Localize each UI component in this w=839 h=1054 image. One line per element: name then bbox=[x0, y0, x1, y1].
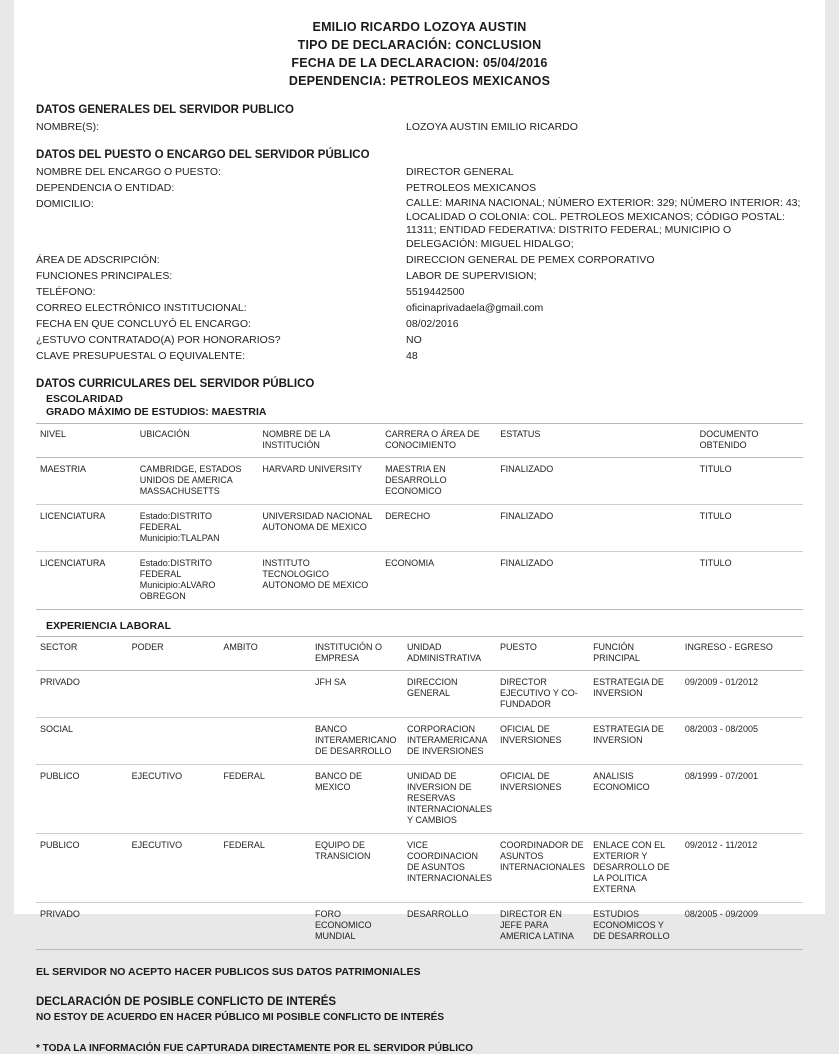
table-row bbox=[36, 765, 803, 834]
note-conflicto: NO ESTOY DE ACUERDO EN HACER PÚBLICO MI POSIBLE CONFLICTO DE INTERÉS bbox=[36, 1012, 445, 1023]
table-header-row bbox=[36, 424, 803, 458]
cell: PUBLICO bbox=[36, 834, 128, 903]
declarant-name: EMILIO RICARDO LOZOYA AUSTIN bbox=[312, 20, 527, 34]
field-value: NO bbox=[406, 334, 422, 346]
cell: Estado:DISTRITO FEDERAL Municipio:ALVARO OBREGON bbox=[136, 552, 259, 610]
field-value: PETROLEOS MEXICANOS bbox=[406, 182, 537, 194]
cell: FEDERAL bbox=[219, 765, 311, 834]
subsection-experiencia: EXPERIENCIA LABORAL bbox=[46, 620, 172, 632]
field-label: ¿ESTUVO CONTRATADO(A) POR HONORARIOS? bbox=[36, 334, 281, 346]
field-label: DEPENDENCIA O ENTIDAD: bbox=[36, 182, 175, 194]
cell: DIRECCION GENERAL bbox=[403, 671, 496, 718]
cell: 09/2009 - 01/2012 bbox=[681, 671, 803, 718]
field-label: NOMBRE(S): bbox=[36, 121, 99, 133]
field-value-email: oficinaprivadaela@gmail.com bbox=[406, 302, 544, 314]
cell: VICE COORDINACION DE ASUNTOS INTERNACIONALES bbox=[403, 834, 496, 903]
document-header bbox=[36, 18, 803, 90]
cell: 09/2012 - 11/2012 bbox=[681, 834, 803, 903]
column-header: PUESTO bbox=[496, 637, 589, 671]
cell: UNIDAD DE INVERSION DE RESERVAS INTERNACIONALES Y CAMBIOS bbox=[403, 765, 496, 834]
cell: FINALIZADO bbox=[496, 552, 695, 610]
table-row bbox=[36, 718, 803, 765]
cell: COORDINADOR DE ASUNTOS INTERNACIONALES bbox=[496, 834, 589, 903]
cell: 08/2005 - 09/2009 bbox=[681, 903, 803, 950]
cell: FINALIZADO bbox=[496, 505, 695, 552]
field-row bbox=[36, 119, 803, 135]
field-label: FUNCIONES PRINCIPALES: bbox=[36, 270, 173, 282]
cell: JFH SA bbox=[311, 671, 403, 718]
page-margin-right bbox=[825, 0, 839, 923]
field-label: TELÉFONO: bbox=[36, 286, 96, 298]
cell: BANCO DE MEXICO bbox=[311, 765, 403, 834]
table-row bbox=[36, 671, 803, 718]
field-label: FECHA EN QUE CONCLUYÓ EL ENCARGO: bbox=[36, 318, 251, 330]
cell: TITULO bbox=[696, 552, 803, 610]
field-value: 5519442500 bbox=[406, 286, 465, 298]
field-label: NOMBRE DEL ENCARGO O PUESTO: bbox=[36, 166, 221, 178]
cell: EJECUTIVO bbox=[128, 834, 220, 903]
experiencia-table bbox=[36, 636, 803, 950]
cell: DESARROLLO bbox=[403, 903, 496, 950]
cell: MAESTRIA EN DESARROLLO ECONOMICO bbox=[381, 458, 496, 505]
column-header: DOCUMENTO OBTENIDO bbox=[696, 424, 803, 458]
section-title-curriculares: DATOS CURRICULARES DEL SERVIDOR PÚBLICO bbox=[36, 378, 315, 390]
table-row bbox=[36, 834, 803, 903]
cell bbox=[219, 718, 311, 765]
field-value: DIRECCION GENERAL DE PEMEX CORPORATIVO bbox=[406, 254, 655, 266]
cell: BANCO INTERAMERICANO DE DESARROLLO bbox=[311, 718, 403, 765]
field-value: LABOR DE SUPERVISION; bbox=[406, 270, 537, 282]
cell: ESTUDIOS ECONOMICOS Y DE DESARROLLO bbox=[589, 903, 681, 950]
column-header: NOMBRE DE LA INSTITUCIÓN bbox=[258, 424, 381, 458]
field-label: CORREO ELECTRÓNICO INSTITUCIONAL: bbox=[36, 302, 247, 314]
table-header-row bbox=[36, 637, 803, 671]
cell: ENLACE CON EL EXTERIOR Y DESARROLLO DE LA POLITICA EXTERNA bbox=[589, 834, 681, 903]
field-row bbox=[36, 252, 803, 268]
cell: PRIVADO bbox=[36, 903, 128, 950]
page-margin-left bbox=[0, 0, 14, 923]
field-row bbox=[36, 164, 803, 180]
field-row bbox=[36, 300, 803, 316]
column-header: AMBITO bbox=[219, 637, 311, 671]
column-header: FUNCIÓN PRINCIPAL bbox=[589, 637, 681, 671]
document-page bbox=[14, 0, 825, 1054]
cell bbox=[219, 903, 311, 950]
escolaridad-table bbox=[36, 423, 803, 610]
cell: OFICIAL DE INVERSIONES bbox=[496, 765, 589, 834]
field-label: ÁREA DE ADSCRIPCIÓN: bbox=[36, 254, 160, 266]
table-row bbox=[36, 552, 803, 610]
declaration-type: TIPO DE DECLARACIÓN: CONCLUSION bbox=[297, 38, 542, 52]
field-row bbox=[36, 332, 803, 348]
field-value: 08/02/2016 bbox=[406, 318, 459, 330]
footnote-captura: * TODA LA INFORMACIÓN FUE CAPTURADA DIRECTAMENTE POR EL SERVIDOR PÚBLICO bbox=[36, 1043, 474, 1054]
cell: EJECUTIVO bbox=[128, 765, 220, 834]
section-title-conflicto: DECLARACIÓN DE POSIBLE CONFLICTO DE INTERÉS bbox=[36, 996, 337, 1008]
cell: DIRECTOR EJECUTIVO Y CO-FUNDADOR bbox=[496, 671, 589, 718]
field-label: CLAVE PRESUPUESTAL O EQUIVALENTE: bbox=[36, 350, 246, 362]
cell: ESTRATEGIA DE INVERSION bbox=[589, 671, 681, 718]
column-header: CARRERA O ÁREA DE CONOCIMIENTO bbox=[381, 424, 496, 458]
note-patrimoniales: EL SERVIDOR NO ACEPTO HACER PUBLICOS SUS DATOS PATRIMONIALES bbox=[36, 966, 421, 978]
cell: FEDERAL bbox=[219, 834, 311, 903]
cell: PRIVADO bbox=[36, 671, 128, 718]
column-header: ESTATUS bbox=[496, 424, 695, 458]
cell: LICENCIATURA bbox=[36, 505, 136, 552]
cell bbox=[128, 718, 220, 765]
cell: ECONOMIA bbox=[381, 552, 496, 610]
cell: TITULO bbox=[696, 505, 803, 552]
table-row bbox=[36, 903, 803, 950]
cell: SOCIAL bbox=[36, 718, 128, 765]
column-header: INSTITUCIÓN O EMPRESA bbox=[311, 637, 403, 671]
cell bbox=[219, 671, 311, 718]
cell: DERECHO bbox=[381, 505, 496, 552]
general-fields bbox=[36, 119, 803, 135]
grado-maximo: GRADO MÁXIMO DE ESTUDIOS: MAESTRIA bbox=[46, 406, 267, 418]
cell: CAMBRIDGE, ESTADOS UNIDOS DE AMERICA MASSACHUSETTS bbox=[136, 458, 259, 505]
field-row bbox=[36, 268, 803, 284]
field-row bbox=[36, 348, 803, 364]
cell: CORPORACION INTERAMERICANA DE INVERSIONES bbox=[403, 718, 496, 765]
cell: MAESTRIA bbox=[36, 458, 136, 505]
cell: HARVARD UNIVERSITY bbox=[258, 458, 381, 505]
cell: ANALISIS ECONOMICO bbox=[589, 765, 681, 834]
declaration-date: FECHA DE LA DECLARACION: 05/04/2016 bbox=[291, 56, 548, 70]
field-value: CALLE: MARINA NACIONAL; NÚMERO EXTERIOR: 329; NÚMERO INTERIOR: 43; LOCALIDAD O COLONIA: COL. PETROLEOS MEXICANOS; CÓDIGO POSTAL: 11311; ENTIDAD FEDERATIVA: DISTRITO FEDERAL; MUNICIPIO O DELEGACIÓN: MIGUEL HIDALGO; bbox=[406, 197, 801, 250]
field-row bbox=[36, 180, 803, 196]
column-header: INGRESO - EGRESO bbox=[681, 637, 803, 671]
column-header: NIVEL bbox=[36, 424, 136, 458]
cell: LICENCIATURA bbox=[36, 552, 136, 610]
cell: TITULO bbox=[696, 458, 803, 505]
field-label: DOMICILIO: bbox=[36, 198, 94, 210]
cell: FORO ECONOMICO MUNDIAL bbox=[311, 903, 403, 950]
table-row bbox=[36, 458, 803, 505]
column-header: PODER bbox=[128, 637, 220, 671]
column-header: UBICACIÓN bbox=[136, 424, 259, 458]
cell: Estado:DISTRITO FEDERAL Municipio:TLALPAN bbox=[136, 505, 259, 552]
column-header: UNIDAD ADMINISTRATIVA bbox=[403, 637, 496, 671]
cell: OFICIAL DE INVERSIONES bbox=[496, 718, 589, 765]
cell: PUBLICO bbox=[36, 765, 128, 834]
cell bbox=[128, 671, 220, 718]
field-row-domicilio bbox=[36, 196, 803, 252]
field-row bbox=[36, 284, 803, 300]
cell: EQUIPO DE TRANSICION bbox=[311, 834, 403, 903]
puesto-fields bbox=[36, 164, 803, 364]
field-row bbox=[36, 316, 803, 332]
field-value: 48 bbox=[406, 350, 418, 362]
subsection-escolaridad: ESCOLARIDAD bbox=[46, 393, 124, 405]
cell: DIRECTOR EN JEFE PARA AMERICA LATINA bbox=[496, 903, 589, 950]
cell: UNIVERSIDAD NACIONAL AUTONOMA DE MEXICO bbox=[258, 505, 381, 552]
cell bbox=[128, 903, 220, 950]
cell: FINALIZADO bbox=[496, 458, 695, 505]
declaration-agency: DEPENDENCIA: PETROLEOS MEXICANOS bbox=[288, 74, 551, 88]
section-title-puesto: DATOS DEL PUESTO O ENCARGO DEL SERVIDOR PÚBLICO bbox=[36, 149, 370, 161]
section-title-general: DATOS GENERALES DEL SERVIDOR PUBLICO bbox=[36, 104, 294, 116]
cell: ESTRATEGIA DE INVERSION bbox=[589, 718, 681, 765]
cell: 08/1999 - 07/2001 bbox=[681, 765, 803, 834]
field-value: LOZOYA AUSTIN EMILIO RICARDO bbox=[406, 121, 578, 133]
cell: 08/2003 - 08/2005 bbox=[681, 718, 803, 765]
cell: INSTITUTO TECNOLOGICO AUTONOMO DE MEXICO bbox=[258, 552, 381, 610]
field-value: DIRECTOR GENERAL bbox=[406, 166, 514, 178]
table-row bbox=[36, 505, 803, 552]
column-header: SECTOR bbox=[36, 637, 128, 671]
